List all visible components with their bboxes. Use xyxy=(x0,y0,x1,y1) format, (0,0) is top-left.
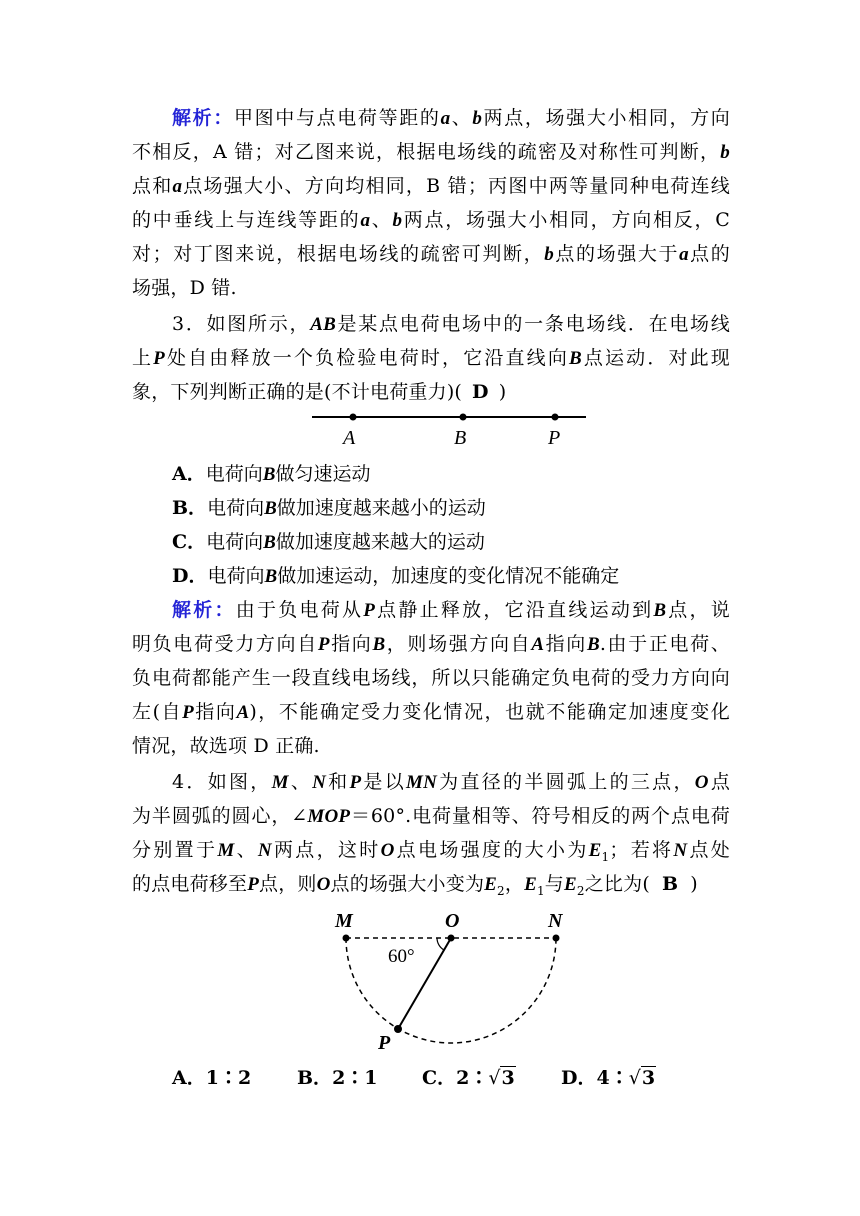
question-4-line-2: 为半圆弧的圆心，∠MOP＝60°.电荷量相等、符号相反的两个点电荷 xyxy=(132,805,730,827)
analysis-3-line-2: 明负电荷受力方向自P指向B，则场强方向自A指向B.由于正电荷、 xyxy=(132,633,730,655)
analysis-3-line-4: 左(自P指向A)，不能确定受力变化情况，也就不能确定加速度变化 xyxy=(132,701,731,723)
question-3-line-1: 3．如图所示，AB是某点电荷电场中的一条电场线．在电场线 xyxy=(172,313,730,335)
question-4-line-1: 4．如图，M、N和P是以MN为直径的半圆弧上的三点，O点 xyxy=(172,771,731,793)
angle-arc xyxy=(437,938,444,950)
question-3-line-3: 象，下列判断正确的是(不计电荷重力)( D ) xyxy=(132,381,507,403)
question-3-option-c[interactable]: C．电荷向B做加速度越来越大的运动 xyxy=(172,531,485,553)
sqrt-symbol: √ xyxy=(628,1067,641,1089)
label-b: B xyxy=(454,427,467,449)
question-4-option-a[interactable]: A．1∶2 xyxy=(172,1067,252,1089)
point-p-dot xyxy=(394,1025,402,1033)
analysis-2-line-5: 对；对丁图来说，根据电场线的疏密可判断，b点的场强大于a点的 xyxy=(132,243,730,265)
question-3-line-2: 上P处自由释放一个负检验电荷时，它沿直线向B点运动．对此现 xyxy=(132,347,730,369)
question-4-option-b[interactable]: B．2∶1 xyxy=(297,1067,378,1089)
analysis-3-line-1: 解析：由于负电荷从P点静止释放，它沿直线运动到B点，说 xyxy=(172,599,730,621)
analysis-2-line-6: 场强，D 错. xyxy=(132,277,237,299)
point-m-dot xyxy=(343,935,350,942)
field-line-figure xyxy=(308,404,590,454)
label-a: A xyxy=(343,427,356,449)
angle-label: 60° xyxy=(388,946,415,967)
question-3-option-d[interactable]: D．电荷向B做加速运动，加速度的变化情况不能确定 xyxy=(172,565,620,587)
semicircle-arc xyxy=(346,938,556,1043)
analysis-3-line-5: 情况，故选项 D 正确. xyxy=(132,735,320,757)
label-p: P xyxy=(378,1032,391,1054)
question-4-answer: B xyxy=(661,873,679,895)
point-n-dot xyxy=(553,935,560,942)
question-4-line-4: 的点电荷移至P点，则O点的场强大小变为$E_2$，$E_1$与$E_2$之比为( B ) xyxy=(132,873,698,898)
semicircle-figure xyxy=(326,904,576,1056)
analysis-2-line-3: 点和a点场强大小、方向均相同，B 错；丙图中两等量同种电荷连线 xyxy=(132,175,730,197)
question-4-line-3: 分别置于M、N两点，这时O点电场强度的大小为$E_1$；若将N点处 xyxy=(132,839,730,864)
analysis-label: 解析： xyxy=(172,599,236,621)
analysis-label: 解析： xyxy=(172,107,234,129)
analysis-3-line-3: 负电荷都能产生一段直线电场线，所以只能确定负电荷的受力方向向 xyxy=(132,667,730,689)
analysis-2-line-4: 的中垂线上与连线等距的a、b两点，场强大小相同，方向相反，C xyxy=(132,209,730,231)
label-m: M xyxy=(335,910,353,932)
point-a-dot xyxy=(350,414,357,421)
analysis-2-line-2: 不相反，A 错；对乙图来说，根据电场线的疏密及对称性可判断，b xyxy=(132,141,730,163)
question-3-option-a[interactable]: A．电荷向B做匀速运动 xyxy=(172,463,371,485)
point-b-dot xyxy=(460,414,467,421)
question-4-option-c[interactable]: C．2∶√3 xyxy=(422,1067,515,1089)
sqrt-symbol: √ xyxy=(488,1067,501,1089)
point-o-dot xyxy=(448,935,455,942)
label-n: N xyxy=(548,910,563,932)
label-p: P xyxy=(548,427,561,449)
label-o: O xyxy=(445,910,460,932)
question-3-option-b[interactable]: B．电荷向B做加速度越来越小的运动 xyxy=(172,497,486,519)
question-4-option-d[interactable]: D．4∶√3 xyxy=(561,1067,656,1089)
question-3-answer: D xyxy=(472,381,489,403)
point-p-dot xyxy=(552,414,559,421)
analysis-2-line-1: 解析：甲图中与点电荷等距的a、b两点，场强大小相同，方向 xyxy=(172,107,730,129)
